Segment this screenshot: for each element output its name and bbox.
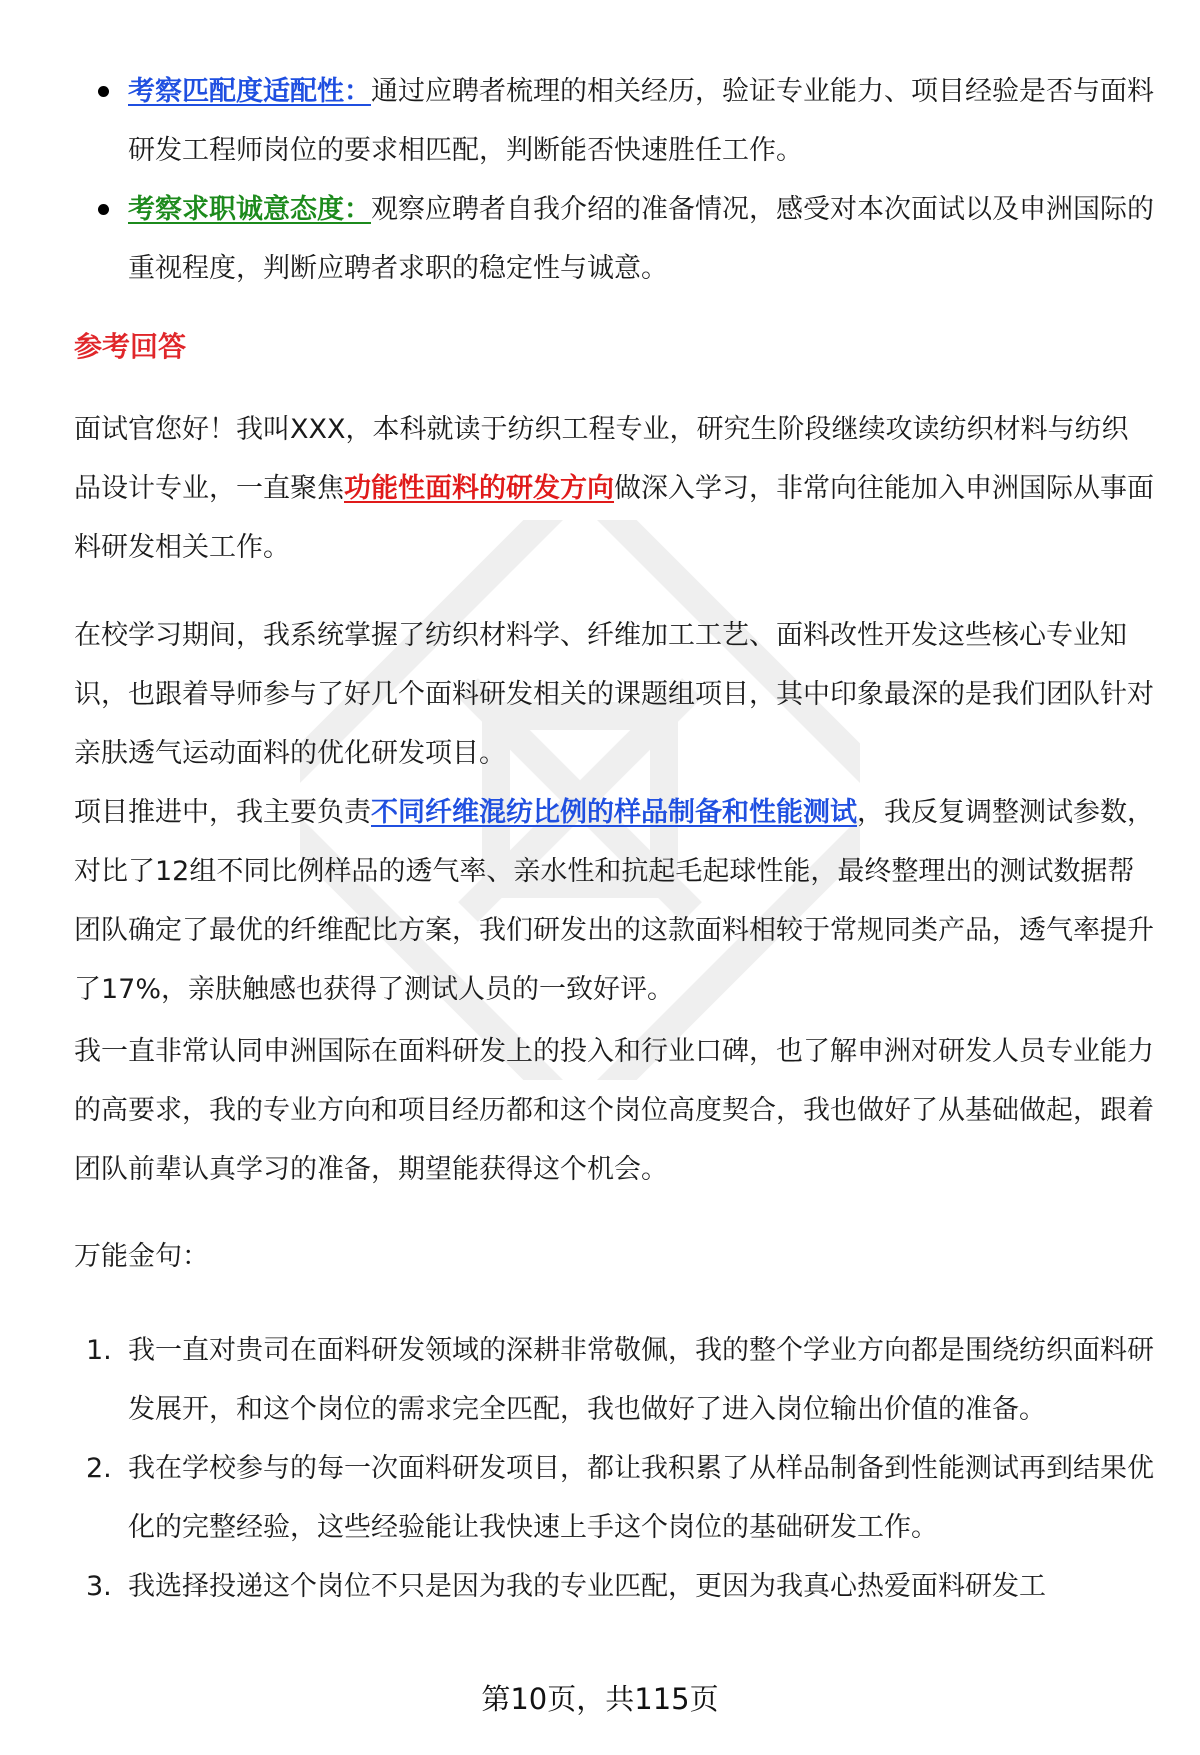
list-item bbox=[74, 1439, 1154, 1557]
criteria-bullet-list bbox=[95, 62, 1155, 298]
golden-phrases-label: 万能金句： bbox=[74, 1241, 209, 1272]
answer-paragraph bbox=[74, 783, 1154, 1019]
criteria-keyword: 考察匹配度适配性： bbox=[128, 76, 371, 107]
list-item bbox=[95, 62, 1155, 180]
list-number: 1. bbox=[86, 1335, 112, 1366]
answer-paragraph: 我一直非常认同申洲国际在面料研发上的投入和行业口碑，也了解申洲对研发人员专业能力的高要求，我的专业方向和项目经历都和这个岗位高度契合，我也做好了从基础做起，跟着团队前辈认真学习的准备，期望能获得这个机会。 bbox=[74, 1036, 1154, 1185]
list-item bbox=[74, 1321, 1154, 1439]
criteria-text: 通过应聘者梳理的相关经历，验证专业能力、项目经验是否与面料研发工程师岗位的要求相匹配，判断能否快速胜任工作。 bbox=[128, 76, 1154, 166]
golden-phrases-list bbox=[74, 1321, 1154, 1616]
list-number: 3. bbox=[86, 1571, 112, 1602]
criteria-text: 观察应聘者自我介绍的准备情况，感受对本次面试以及申洲国际的重视程度，判断应聘者求职的稳定性与诚意。 bbox=[128, 194, 1154, 284]
list-item bbox=[95, 180, 1155, 298]
list-item bbox=[74, 1557, 1154, 1616]
bullet-icon bbox=[98, 204, 109, 215]
list-item-text: 我在学校参与的每一次面料研发项目，都让我积累了从样品制备到性能测试再到结果优化的完整经验，这些经验能让我快速上手这个岗位的基础研发工作。 bbox=[128, 1453, 1154, 1543]
list-item-text: 我选择投递这个岗位不只是因为我的专业匹配，更因为我真心热爱面料研发工 bbox=[128, 1571, 1046, 1602]
page-footer: 第10页，共115页 bbox=[481, 1682, 719, 1716]
answer-text: 面试官您好！我叫XXX，本科就读于纺织工程专业，研究生阶段继续攻读纺织材料与纺织品设计专业，一直聚焦 bbox=[74, 414, 1129, 504]
section-title: 参考回答 bbox=[74, 330, 187, 363]
bullet-icon bbox=[98, 86, 109, 97]
highlight-text: 功能性面料的研发方向 bbox=[344, 473, 614, 504]
criteria-keyword: 考察求职诚意态度： bbox=[128, 194, 371, 225]
answer-text: 项目推进中，我主要负责 bbox=[74, 797, 371, 828]
answer-text: ，我反复调整测试参数，对比了12组不同比例样品的透气率、亲水性和抗起毛起球性能，最终整理出的测试数据帮团队确定了最优的纤维配比方案，我们研发出的这款面料相较于常规同类产品，透气率提升了17%，亲肤触感也获得了测试人员的一致好评。 bbox=[74, 797, 1154, 1005]
answer-paragraph bbox=[74, 400, 1154, 577]
answer-text: 做深入学习，非常向往能加入申洲国际从事面料研发相关工作。 bbox=[74, 473, 1154, 563]
answer-paragraph: 在校学习期间，我系统掌握了纺织材料学、纤维加工工艺、面料改性开发这些核心专业知识，也跟着导师参与了好几个面料研发相关的课题组项目，其中印象最深的是我们团队针对亲肤透气运动面料的优化研发项目。 bbox=[74, 620, 1154, 769]
list-item-text: 我一直对贵司在面料研发领域的深耕非常敬佩，我的整个学业方向都是围绕纺织面料研发展开，和这个岗位的需求完全匹配，我也做好了进入岗位输出价值的准备。 bbox=[128, 1335, 1154, 1425]
list-number: 2. bbox=[86, 1453, 112, 1484]
highlight-text: 不同纤维混纺比例的样品制备和性能测试 bbox=[371, 797, 857, 828]
